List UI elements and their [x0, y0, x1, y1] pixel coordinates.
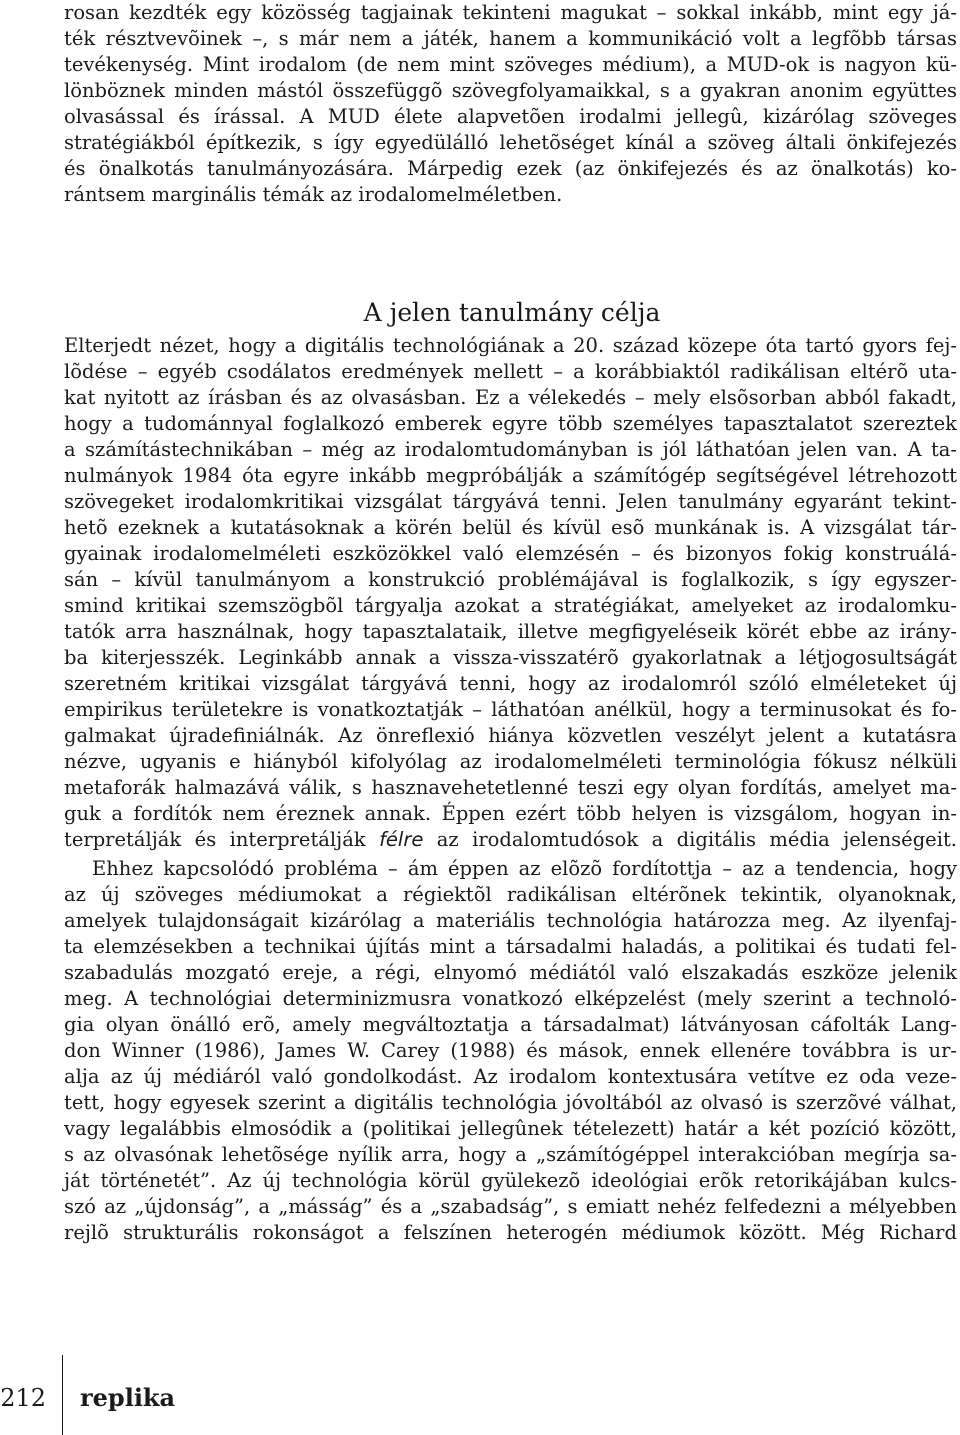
text-line: ték résztvevõinek –, s már nem a játék, hanem a kommunikáció volt a legfõbb társas	[64, 27, 957, 50]
text-line	[64, 827, 957, 853]
text-line: s az olvasónak lehetõsége nyílik arra, hogy a „számítógéppel interakcióban megírja sa-	[64, 1143, 957, 1166]
text-line: smind kritikai szemszögbõl tárgyalja azokat a stratégiákat, amelyeket az irodalomku-	[64, 594, 957, 617]
emphasized-word: félre	[379, 828, 424, 851]
text-line: a számítástechnikában – még az irodalomtudományban is jól láthatóan jelen van. A ta-	[64, 438, 957, 461]
text-line: guk a fordítók nem éreznek annak. Éppen ezért több helyen is vizsgálom, hogyan in-	[64, 802, 957, 825]
text-line: nézve, ugyanis e hiányból kifolyólag az irodalomelméleti terminológia fókusz nélküli	[64, 750, 957, 773]
text-line: rejlõ strukturális rokonságot a felszínen heterogén médiumok között. Még Richard	[64, 1221, 957, 1244]
text-line: ta elemzésekben a technikai újítás mint a társadalmi haladás, a politikai és tudati fel-	[64, 935, 957, 958]
text-line: tatók arra használnak, hogy tapasztalataik, illetve megfigyeléseik körét ebbe az irány-	[64, 620, 957, 643]
text-line: lõdése – egyéb csodálatos eredmények mellett – a korábbiaktól radikálisan eltérõ uta-	[64, 360, 957, 383]
text-line: kat nyitott az írásban és az olvasásban. Ez a vélekedés – mely elsõsorban abból fakadt,	[64, 386, 957, 409]
page-number: 212	[0, 1384, 46, 1412]
journal-name: replika	[80, 1383, 176, 1412]
text-line: galmakat újradefiniálnák. Az önreflexió hiánya közvetlen veszélyt jelent a kutatásra	[64, 724, 957, 747]
text-line: metaforák halmazává válik, s hasznavehetetlenné teszi egy olyan fordítás, amelyet ma-	[64, 776, 957, 799]
text-line: gia olyan önálló erõ, amely megváltoztatja a társadalmat) látványosan cáfolták Lang-	[64, 1013, 957, 1036]
text-line: és önalkotás tanulmányozására. Márpedig ezek (az önkifejezés és az önalkotás) ko-	[64, 157, 957, 180]
text-line: az új szöveges médiumokat a régiektõl radikálisan eltérõnek tekintik, olyanoknak,	[64, 883, 957, 906]
text-line: amelyek tulajdonságait kizárólag a materiális technológia határozza meg. Az ilyenfaj-	[64, 909, 957, 932]
text-line: ba kiterjesszék. Leginkább annak a vissza-visszatérõ gyakorlatnak a létjogosultságát	[64, 646, 957, 669]
text-line: hetõ ezeknek a kutatásoknak a körén belül és kívül esõ munkának is. A vizsgálat tár-	[64, 516, 957, 539]
text-line: tevékenység. Mint irodalom (de nem mint szöveges médium), a MUD-ok is nagyon kü-	[64, 53, 957, 76]
text-line: empirikus területekre is vonatkoztatják – láthatóan anélkül, hogy a terminusokat és fo-	[64, 698, 957, 721]
text-span: terpretálják és interpretálják	[64, 828, 380, 851]
text-line: vagy legalábbis elmosódik a (politikai jellegûnek tételezett) határ a két pozíció között,	[64, 1117, 957, 1140]
text-line: hogy a tudománnyal foglalkozó emberek egyre több személyes tapasztalatot szereztek	[64, 412, 957, 435]
text-line: alja az új médiáról való gondolkodást. Az irodalom kontextusára vetítve ez oda veze-	[64, 1065, 957, 1088]
text-line: szó az „újdonság”, a „másság” és a „szabadság”, s emiatt nehéz felfedezni a mélyebben	[64, 1195, 957, 1218]
text-line: szabadulás mozgató ereje, a régi, elnyomó médiától való elszakadás eszköze jelenik	[64, 961, 957, 984]
text-line: ját történetét”. Az új technológia körül gyülekezõ ideológiai erõk retorikájában kulcs-	[64, 1169, 957, 1192]
text-line: szeretném kritikai vizsgálat tárgyává tenni, hogy az irodalomról szóló elméleteket új	[64, 672, 957, 695]
section-heading: A jelen tanulmány célja	[363, 297, 661, 327]
text-line: Elterjedt nézet, hogy a digitális technológiának a 20. század közepe óta tartó gyors fej-	[64, 334, 957, 357]
text-line: tett, hogy egyesek szerint a digitális technológia jóvoltából az olvasó is szerzõvé válhat,	[64, 1091, 957, 1114]
text-line: Ehhez kapcsolódó probléma – ám éppen az elõzõ fordítottja – az a tendencia, hogy	[92, 857, 957, 880]
footer-divider	[62, 1355, 63, 1435]
text-line: szövegeket irodalomkritikai vizsgálat tárgyává tenni. Jelen tanulmány egyaránt tekint-	[64, 490, 957, 513]
text-line: meg. A technológiai determinizmusra vonatkozó elképzelést (mely szerint a technoló-	[64, 987, 957, 1010]
text-line: rosan kezdték egy közösség tagjainak tekinteni magukat – sokkal inkább, mint egy já-	[64, 1, 957, 24]
text-line: stratégiákból építkezik, s így egyedülálló lehetõséget kínál a szöveg általi önkifejezés	[64, 131, 957, 154]
text-line: gyainak irodalomelméleti eszközökkel való elemzésén – és bizonyos fokig konstruálá-	[64, 542, 957, 565]
text-span: az irodalomtudósok a digitális média jelenségeit.	[423, 828, 957, 851]
text-line: lönböznek minden mástól összefüggõ szövegfolyamaikkal, s a gyakran anonim együttes	[64, 79, 957, 102]
text-line: sán – kívül tanulmányom a konstrukció problémájával is foglalkozik, s így egyszer-	[64, 568, 957, 591]
text-line: rántsem marginális témák az irodalomelméletben.	[64, 183, 563, 206]
text-line: nulmányok 1984 óta egyre inkább megpróbálják a számítógép segítségével létrehozott	[64, 464, 957, 487]
text-line: olvasással és írással. A MUD élete alapvetõen irodalmi jellegû, kizárólag szöveges	[64, 105, 957, 128]
text-line: don Winner (1986), James W. Carey (1988) és mások, ennek ellenére továbbra is ur-	[64, 1039, 957, 1062]
